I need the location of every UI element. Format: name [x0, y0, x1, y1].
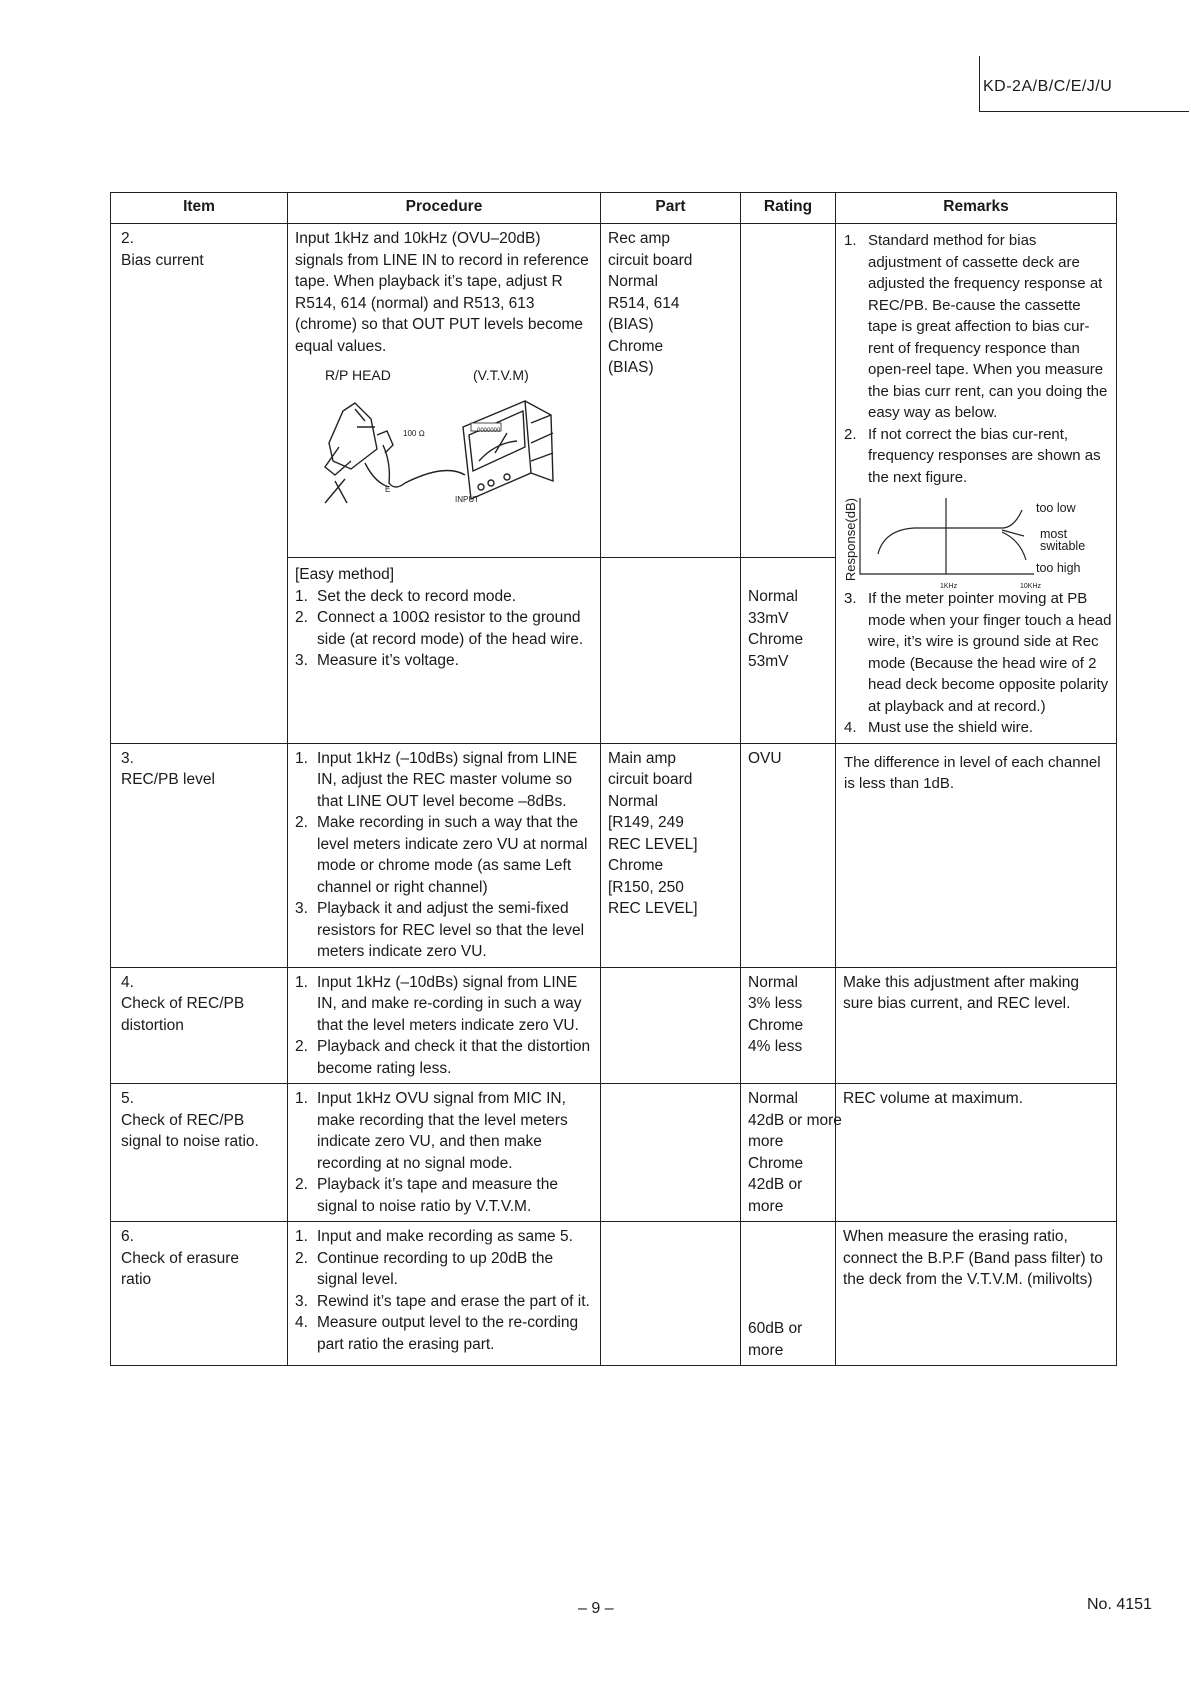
header-rule-horizontal: [979, 111, 1189, 112]
header-rule-vertical: [979, 56, 980, 112]
page-number: – 9 –: [578, 1600, 614, 1617]
procedure-cell: [288, 967, 601, 1084]
list-item: 3. If the meter pointer moving at PB mode when your finger touch a head wire, it’s wire is ground side at Rec mode (Because the head wire of 2 head deck become opposite polarity at playback and at record.): [844, 590, 1112, 715]
document-number: No. 4151: [1087, 1596, 1152, 1613]
head-vtvm-figure: [295, 361, 593, 511]
list-item: 2. Make recording in such a way that the level meters indicate zero VU at normal mode or chrome mode (as same Left channel or right channel): [295, 814, 588, 896]
list-item: 2. If not correct the bias cur-rent, frequency responses are shown as the next figure.: [844, 425, 1101, 486]
procedure-cell: [288, 1222, 601, 1366]
item-label: Check of erasure ratio: [121, 1249, 240, 1288]
col-header-procedure: Procedure: [288, 193, 601, 224]
rating-cell: Normal 42dB or more more Chrome 42dB or more: [741, 1084, 836, 1222]
easy-method-steps: [295, 586, 593, 672]
list-item: 3. Playback it and adjust the semi-fixed resistors for REC level so that the level meters indicate zero VU.: [295, 900, 585, 960]
item-cell: 4.Check of REC/PB distortion: [111, 967, 288, 1084]
adjustment-table: [110, 192, 1117, 1366]
rating-cell: Normal 33mV Chrome 53mV: [741, 224, 836, 744]
chart-label-too-low: too low: [1036, 501, 1076, 515]
list-item: 3. Rewind it’s tape and erase the part of it.: [295, 1292, 590, 1310]
figure-label-resistor: 100 Ω: [403, 429, 425, 438]
figure-label-e: E: [385, 485, 391, 494]
table-row: [111, 967, 1117, 1084]
item-cell: 5.Check of REC/PB signal to noise ratio.: [111, 1084, 288, 1222]
list-item: 2. Playback it’s tape and measure the signal to noise ratio by V.T.V.M.: [295, 1176, 558, 1215]
procedure-cell: [288, 1084, 601, 1222]
figure-label-meter-display: 0000000: [477, 428, 501, 434]
part-cell: [601, 1222, 741, 1366]
list-item: 2. Connect a 100Ω resistor to the ground side (at record mode) of the head wire.: [295, 609, 584, 648]
part-cell: Rec amp circuit board Normal R514, 614 (BIAS) Chrome (BIAS): [601, 224, 741, 744]
list-item: 4. Must use the shield wire.: [844, 719, 1034, 736]
figure-label-input: INPUT: [455, 495, 479, 504]
figure-label-vtvm: (V.T.V.M): [473, 367, 529, 383]
model-number: KD-2A/B/C/E/J/U: [983, 78, 1113, 95]
col-header-remarks: Remarks: [836, 193, 1117, 224]
list-item: 1. Standard method for bias adjustment of cassette deck are adjusted the frequency response at REC/PB. Be-cause the cassette tape is great affection to bias cur-rent of frequency responce than open-reel tape. When you measure the bias curr rent, can you doing the easy way as below.: [844, 232, 1108, 421]
head-vtvm-drawing: [295, 383, 595, 513]
item-label: Bias current: [121, 251, 204, 269]
list-item: 1. Input 1kHz OVU signal from MIC IN, make recording that the level meters indicate zero VU, and then make recording at no signal mode.: [295, 1090, 568, 1172]
list-item: 3. Measure it’s voltage.: [295, 652, 459, 669]
list-item: 2. Playback and check it that the distortion become rating less.: [295, 1038, 591, 1077]
item-label: Check of REC/PB signal to noise ratio.: [121, 1111, 259, 1150]
easy-method-title: [Easy method]: [295, 566, 395, 583]
col-header-part: Part: [601, 193, 741, 224]
item-cell: 3.REC/PB level: [111, 743, 288, 967]
chart-label-too-high: too high: [1036, 561, 1081, 575]
remarks-cell: Make this adjustment after making sure bias current, and REC level.: [836, 967, 1117, 1084]
col-header-item: Item: [111, 193, 288, 224]
table-row: [111, 1084, 1117, 1222]
list-item: 1. Input and make recording as same 5.: [295, 1228, 573, 1245]
item-number: 2.: [121, 230, 134, 247]
item-label: REC/PB level: [121, 771, 215, 788]
rating-cell: 60dB or more: [741, 1222, 836, 1366]
table-row: [111, 743, 1117, 967]
table-row: [111, 224, 1117, 744]
list-item: 1. Set the deck to record mode.: [295, 587, 517, 605]
chart-ylabel: Response(dB): [843, 498, 858, 582]
chart-tick-10k: 10KHz: [1020, 583, 1042, 590]
list-item: 2. Continue recording to up 20dB the signal level.: [295, 1249, 554, 1288]
table-row: [111, 1222, 1117, 1366]
chart-label-most-suitable: most switable: [1040, 527, 1086, 553]
rating-cell: OVU: [741, 743, 836, 967]
list-item: 1. Input 1kHz (–10dBs) signal from LINE IN, adjust the REC master volume so that LINE OUT level become –8dBs.: [295, 749, 578, 810]
figure-label-head: R/P HEAD: [325, 367, 391, 383]
item-cell: 6.Check of erasure ratio: [111, 1222, 288, 1366]
part-cell: Main amp circuit board Normal [R149, 249 REC LEVEL] Chrome [R150, 250 REC LEVEL]: [601, 743, 741, 967]
part-cell: [601, 967, 741, 1084]
col-header-rating: Rating: [741, 193, 836, 224]
procedure-cell: [288, 224, 601, 744]
chart-tick-1k: 1KHz: [940, 583, 958, 590]
remarks-cell: [836, 224, 1117, 744]
table-header-row: [111, 193, 1117, 224]
frequency-response-chart: [843, 494, 1112, 590]
remarks-cell: The difference in level of each channel is less than 1dB.: [836, 743, 1117, 967]
item-label: Check of REC/PB distortion: [121, 995, 245, 1034]
procedure-cell: [288, 743, 601, 967]
procedure-text: Input 1kHz and 10kHz (OVU–20dB) signals from LINE IN to record in reference tape. When playback it’s tape, adjust R R514, 614 (normal) and R513, 613 (chrome) so that OUT PUT levels become equal values.: [295, 230, 589, 355]
part-cell: [601, 1084, 741, 1222]
list-item: 1. Input 1kHz (–10dBs) signal from LINE IN, and make re-cording in such a way that the level meters indicate zero VU.: [295, 973, 582, 1034]
item-cell: [111, 224, 288, 744]
list-item: 4. Measure output level to the re-cording part ratio the erasing part.: [295, 1314, 579, 1353]
rating-cell: Normal 3% less Chrome 4% less: [741, 967, 836, 1084]
remarks-cell: REC volume at maximum.: [836, 1084, 1117, 1222]
remarks-cell: When measure the erasing ratio, connect the B.P.F (Band pass filter) to the deck from the V.T.V.M. (milivolts): [836, 1222, 1117, 1366]
